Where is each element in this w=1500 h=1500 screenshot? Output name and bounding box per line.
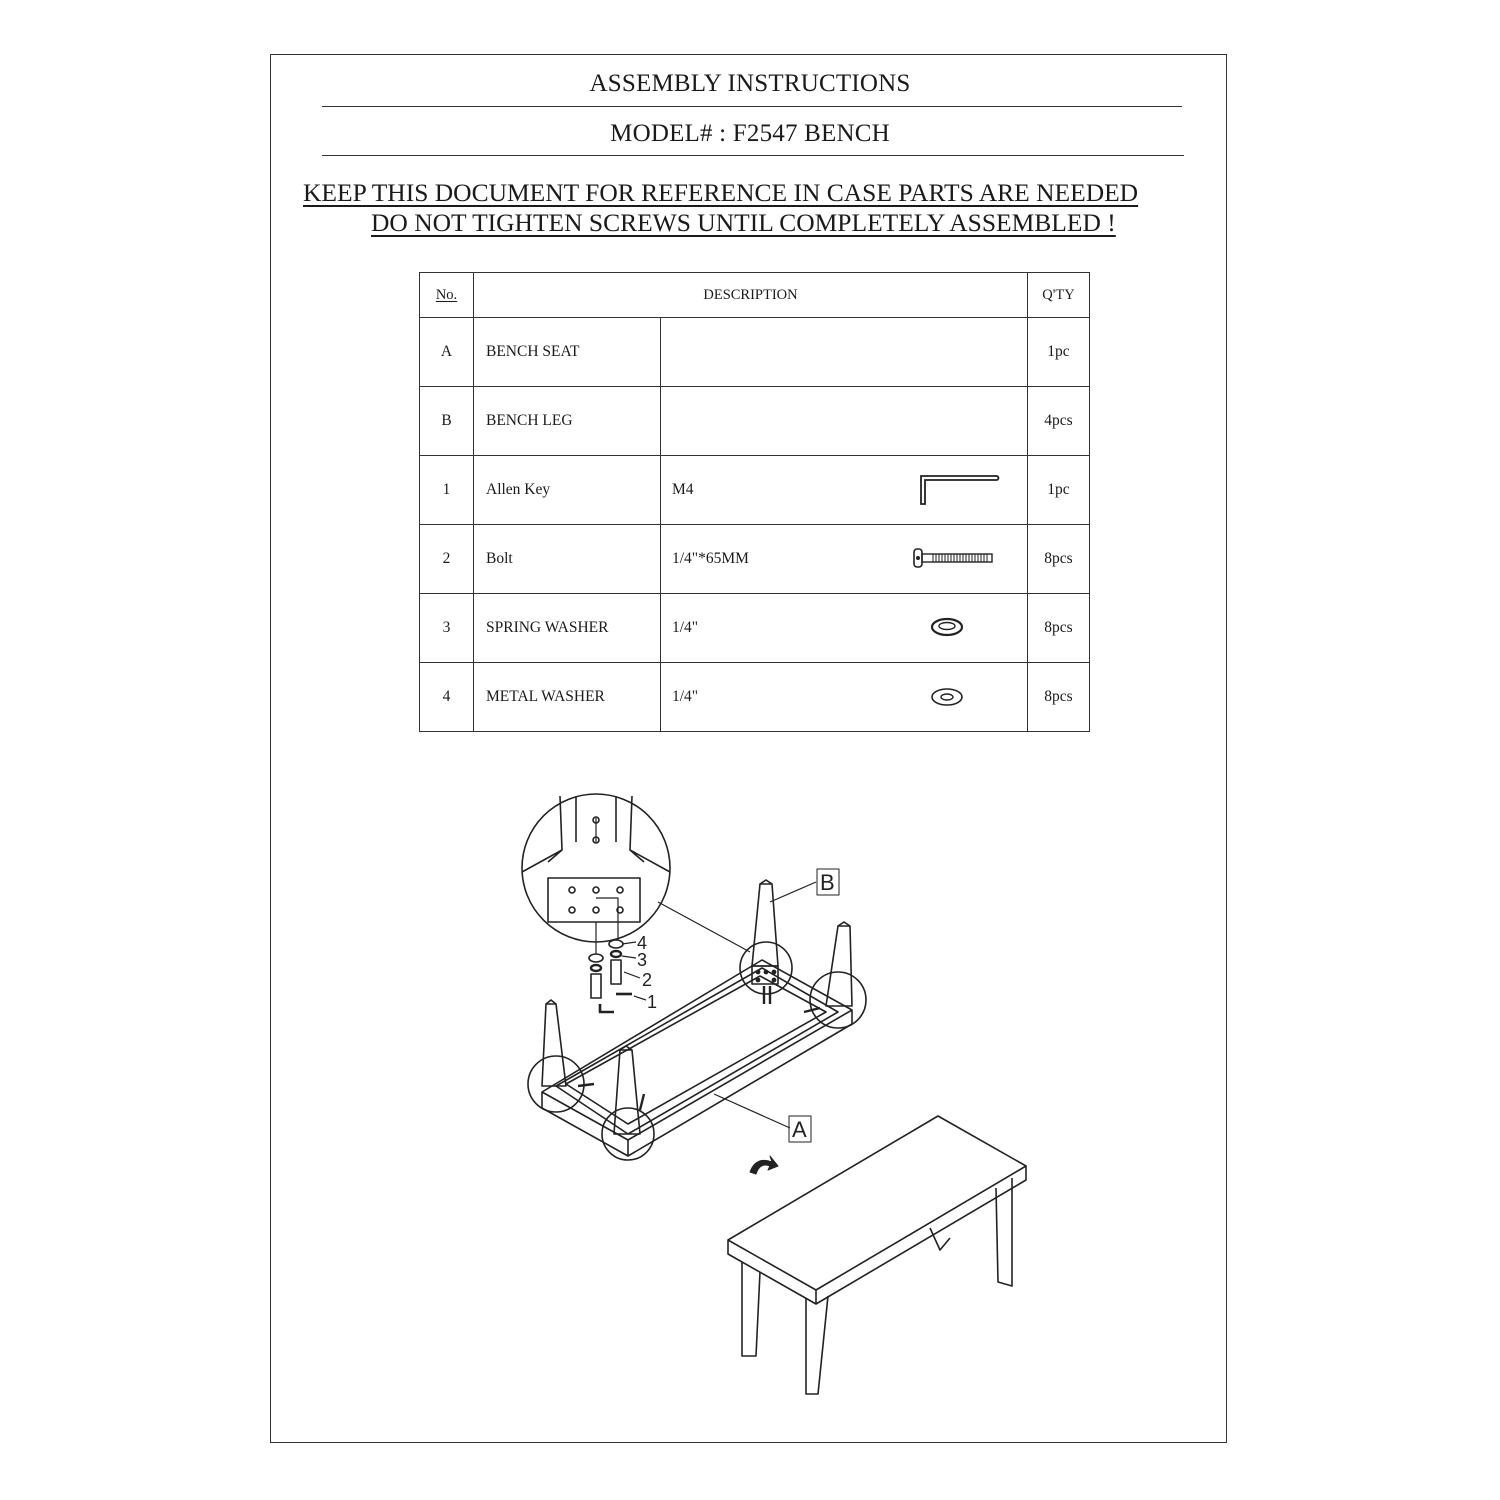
part-spec: 1/4" xyxy=(672,619,699,636)
bolt-icon xyxy=(578,1084,594,1086)
do-not-tighten-warning: DO NOT TIGHTEN SCREWS UNTIL COMPLETELY ASSEMBLED ! xyxy=(371,208,1116,237)
part-qty: 4pcs xyxy=(1028,387,1090,456)
part-no: 4 xyxy=(420,663,474,732)
part-spec: 1/4" xyxy=(672,688,699,705)
part-no: B xyxy=(420,387,474,456)
part-name: BENCH LEG xyxy=(474,387,661,456)
part-name: Allen Key xyxy=(474,456,661,525)
leader-line xyxy=(714,1094,790,1128)
part-name: BENCH SEAT xyxy=(474,318,661,387)
callout-seat-label: A xyxy=(792,1117,807,1142)
leader-line xyxy=(770,882,816,902)
assembled-bench xyxy=(728,1116,1026,1394)
part-spec: M4 xyxy=(672,481,694,498)
callout-bolt-label: 2 xyxy=(642,970,653,990)
part-qty: 1pc xyxy=(1028,456,1090,525)
part-qty: 8pcs xyxy=(1028,525,1090,594)
header-description: DESCRIPTION xyxy=(474,273,1028,318)
callout-spring-washer-label: 3 xyxy=(637,950,648,970)
part-qty: 8pcs xyxy=(1028,663,1090,732)
bolt-icon xyxy=(640,1094,644,1110)
part-no: 3 xyxy=(420,594,474,663)
part-name: Bolt xyxy=(474,525,661,594)
corner-bracket xyxy=(752,966,778,1004)
bench-legs xyxy=(542,880,852,1134)
header-qty: Q'TY xyxy=(1028,273,1090,318)
part-qty: 1pc xyxy=(1028,318,1090,387)
model-number: MODEL# : F2547 BENCH xyxy=(610,120,890,147)
part-no: 1 xyxy=(420,456,474,525)
part-no: A xyxy=(420,318,474,387)
part-name: METAL WASHER xyxy=(474,663,661,732)
callout-leg-label: B xyxy=(820,870,835,895)
callout-metal-washer-label: 4 xyxy=(637,933,648,953)
callout-allen-key-label: 1 xyxy=(647,992,658,1012)
part-no: 2 xyxy=(420,525,474,594)
part-spec: 1/4"*65MM xyxy=(672,550,749,567)
keep-document-warning: KEEP THIS DOCUMENT FOR REFERENCE IN CASE PARTS ARE NEEDED xyxy=(303,178,1139,207)
detail-magnifier xyxy=(522,794,750,952)
flip-arrow-icon xyxy=(750,1156,778,1174)
part-qty: 8pcs xyxy=(1028,594,1090,663)
header-no: No. xyxy=(420,273,474,318)
document-title: ASSEMBLY INSTRUCTIONS xyxy=(589,70,911,97)
part-name: SPRING WASHER xyxy=(474,594,661,663)
